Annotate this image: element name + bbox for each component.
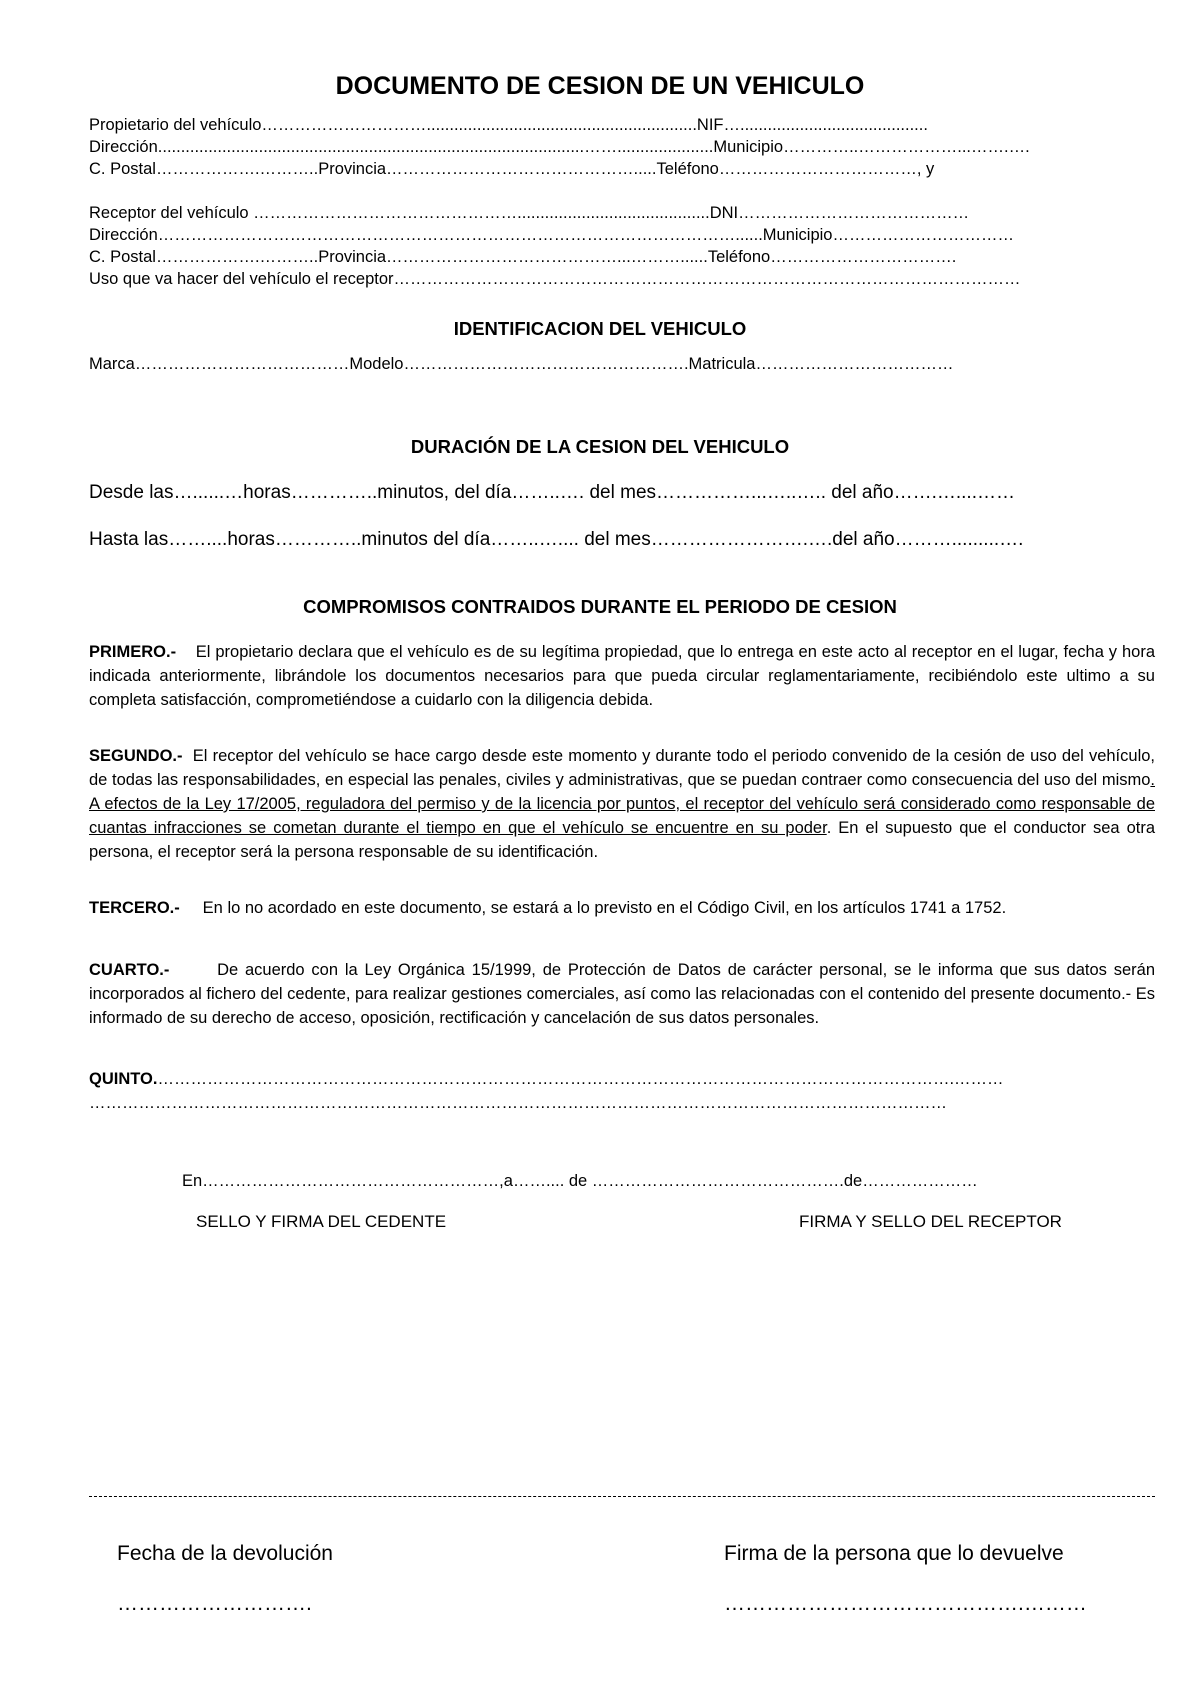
clause-quinto — [89, 1068, 1155, 1090]
return-signature-label: Firma de la persona que lo devuelve — [724, 1542, 1064, 1565]
clause-tercero-text: En lo no acordado en este documento, se estará a lo previsto en el Código Civil, en los artículos 1741 a 1752. — [202, 899, 1007, 917]
clause-cuarto-text: De acuerdo con la Ley Orgánica 15/1999, de Protección de Datos de carácter personal, se le informa que sus datos serán incorporados al fichero del cedente, para realizar gestiones comerciales, así como las relacionadas con el contenido del presente documento.- Es informado de su derecho de acceso, oposición, rectificación y cancelación de sus datos personales. — [89, 961, 1155, 1027]
clause-quinto-label: QUINTO. — [89, 1070, 158, 1088]
document-title: DOCUMENTO DE CESION DE UN VEHICULO — [335, 72, 865, 100]
clause-primero-label: PRIMERO.- — [89, 643, 177, 661]
duration-heading: DURACIÓN DE LA CESION DEL VEHICULO — [410, 436, 790, 457]
clause-primero-text: El propietario declara que el vehículo es de su legítima propiedad, que lo entrega en este acto al receptor en el lugar, fecha y hora indicada anteriormente, librándole los documentos necesarios para que pueda circular reglamentariamente, recibiéndolo este ultimo a su completa satisfacción, comprometiéndose a cuidarlo con la diligencia debida. — [89, 643, 1155, 709]
cut-line — [89, 1496, 1155, 1497]
clause-segundo — [89, 744, 1155, 864]
vehicle-line: Marca…………………………………Modelo…………………………………………….Matricula……………………………… — [89, 355, 954, 373]
clause-segundo-text-end: . En el supuesto que el conductor sea otra persona, el receptor será la persona responsable de su identificación. — [89, 819, 1155, 861]
clause-primero — [89, 640, 1155, 712]
return-date-label: Fecha de la devolución — [117, 1542, 333, 1565]
owner-address-line: Dirección.............................................................................................…….....................Municipio…………..………………...…….…. — [89, 138, 1030, 156]
duration-from-line: Desde las…......…horas…………..minutos, del día……..…. del mes……………...…..….. del año…….…....…… — [89, 482, 1015, 503]
receiver-use-line: Uso que va hacer del vehículo el receptor…………………………………………………………………………………………………… — [89, 270, 1021, 288]
owner-line: Propietario del vehículo…………………………...........................................................NIF…......................................... — [89, 116, 928, 134]
clause-cuarto-label: CUARTO.- — [89, 961, 170, 979]
clause-segundo-underlined: . A efectos de la Ley 17/2005, reguladora del permiso y de la licencia por puntos, el receptor del vehículo será considerado como responsable de cuantas infracciones se cometan durante el tiempo en que el vehículo se encuentre en su poder — [89, 771, 1155, 837]
receiver-address-line: Dirección……………………………………………………………………………………………......Municipio…………………………… — [89, 226, 1014, 244]
receiver-postal-line: C. Postal……………….………..Provincia……………………………………...………......Teléfono……………………………. — [89, 248, 957, 266]
clause-cuarto — [89, 958, 1155, 1030]
signature-receptor-label: FIRMA Y SELLO DEL RECEPTOR — [799, 1212, 1062, 1231]
place-date-line: En………………………………………………,a…….... de ……………………………………….de………………… — [182, 1172, 978, 1190]
clause-tercero — [89, 896, 1155, 920]
clause-segundo-text: El receptor del vehículo se hace cargo desde este momento y durante todo el periodo convenido de la cesión de uso del vehículo, de todas las responsabilidades, en especial las penales, civiles y administrativas, que se puedan contraer como consecuencia del uso del mismo — [89, 747, 1155, 789]
vehicle-heading: IDENTIFICACION DEL VEHICULO — [453, 318, 747, 339]
signature-cedente-label: SELLO Y FIRMA DEL CEDENTE — [196, 1212, 447, 1231]
duration-to-line: Hasta las……....horas…………..minutos del día……..….... del mes…………………….….del año……….........…. — [89, 529, 1024, 550]
clause-tercero-label: TERCERO.- — [89, 899, 180, 917]
return-signature-dots: …………………………………….……… — [724, 1592, 1087, 1615]
clause-quinto-dots: ……………………………………………………………………………………………………………………………….……… — [157, 1070, 1004, 1088]
clause-quinto-dots-line: ………………………………………………………………………………………………………………………………………… — [89, 1094, 947, 1112]
return-date-dots: ………………………. — [117, 1592, 312, 1615]
clause-segundo-label: SEGUNDO.- — [89, 747, 183, 765]
receiver-line: Receptor del vehículo …………………………………………..........................................DNI…………………………………… — [89, 204, 970, 222]
commitments-heading: COMPROMISOS CONTRAIDOS DURANTE EL PERIODO DE CESION — [303, 596, 897, 617]
owner-postal-line: C. Postal……………….………..Provincia……………………………………….....Teléfono………………………………, y — [89, 160, 935, 178]
